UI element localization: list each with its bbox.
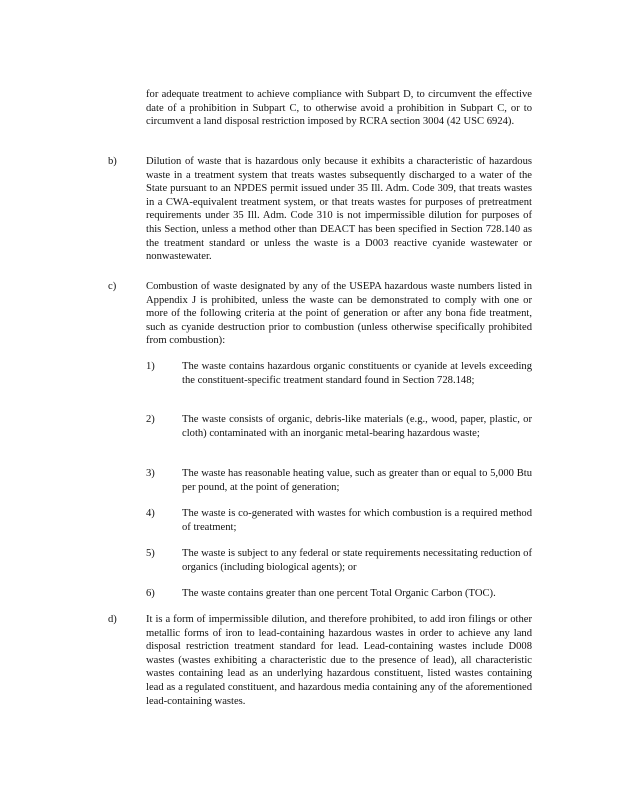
item-b-text: Dilution of waste that is hazardous only because it exhibits a characteristic of hazardous waste in a treatment system that treats wastes subsequently discharged to a water of the State pursuant to an NPDES permit issued under 35 Ill. Adm. Code 309, that treats wastes in a CWA-equivalent treatment system, or that treats wastes for purposes of pretreatment requirements under 35 Ill. Adm. Code 310 is not impermissible dilution for purposes of this Section, unless a method other than DEACT has been specified in Section 728.140 as the treatment standard or unless the waste is a D003 reactive cyanide wastewater or nonwastewater. (146, 156, 532, 263)
subitem-1-text: The waste contains hazardous organic constituents or cyanide at levels exceeding the constituent-specific treatment standard found in Section 728.148; (182, 361, 532, 386)
subitem-3-text: The waste has reasonable heating value, such as greater than or equal to 5,000 Btu per pound, at the point of generation; (182, 468, 532, 493)
subitem-4-label: 4) (146, 508, 155, 519)
subitem-2-label: 2) (146, 414, 155, 425)
subitem-5-label: 5) (146, 548, 155, 559)
subitem-1-label: 1) (146, 361, 155, 372)
subitem-6-text: The waste contains greater than one percent Total Organic Carbon (TOC). (182, 588, 496, 599)
item-c-label: c) (108, 281, 117, 292)
item-d-label: d) (108, 614, 117, 625)
subitem-2-text: The waste consists of organic, debris-like materials (e.g., wood, paper, plastic, or cloth) contaminated with an inorganic metal-bearing hazardous waste; (182, 414, 532, 439)
subitem-3-label: 3) (146, 468, 155, 479)
intro-paragraph: for adequate treatment to achieve compliance with Subpart D, to circumvent the effective date of a prohibition in Subpart C, to otherwise avoid a prohibition in Subpart C, or to circumvent a land disposal restriction imposed by RCRA section 3004 (42 USC 6924). (146, 89, 532, 128)
item-c-text: Combustion of waste designated by any of the USEPA hazardous waste numbers listed in Appendix J is prohibited, unless the waste can be demonstrated to comply with one or more of the following criteria at the point of generation or after any bona fide treatment, such as cyanide destruction prior to combustion (unless otherwise specifically prohibited from combustion): (146, 281, 532, 347)
subitem-6-label: 6) (146, 588, 155, 599)
subitem-5-text: The waste is subject to any federal or state requirements necessitating reduction of organics (including biological agents); or (182, 548, 532, 573)
subitem-4-text: The waste is co-generated with wastes for which combustion is a required method of treatment; (182, 508, 532, 533)
item-d-text: It is a form of impermissible dilution, and therefore prohibited, to add iron filings or other metallic forms of iron to lead-containing hazardous wastes in order to achieve any land disposal restriction treatment standard for lead. Lead-containing wastes include D008 wastes (wastes exhibiting a characteristic due to the presence of lead), all characteristic wastes containing lead as an underlying hazardous constituent, listed wastes containing lead as a regulated constituent, and hazardous media containing any of the aforementioned lead-containing wastes. (146, 614, 532, 707)
item-b-label: b) (108, 156, 117, 167)
